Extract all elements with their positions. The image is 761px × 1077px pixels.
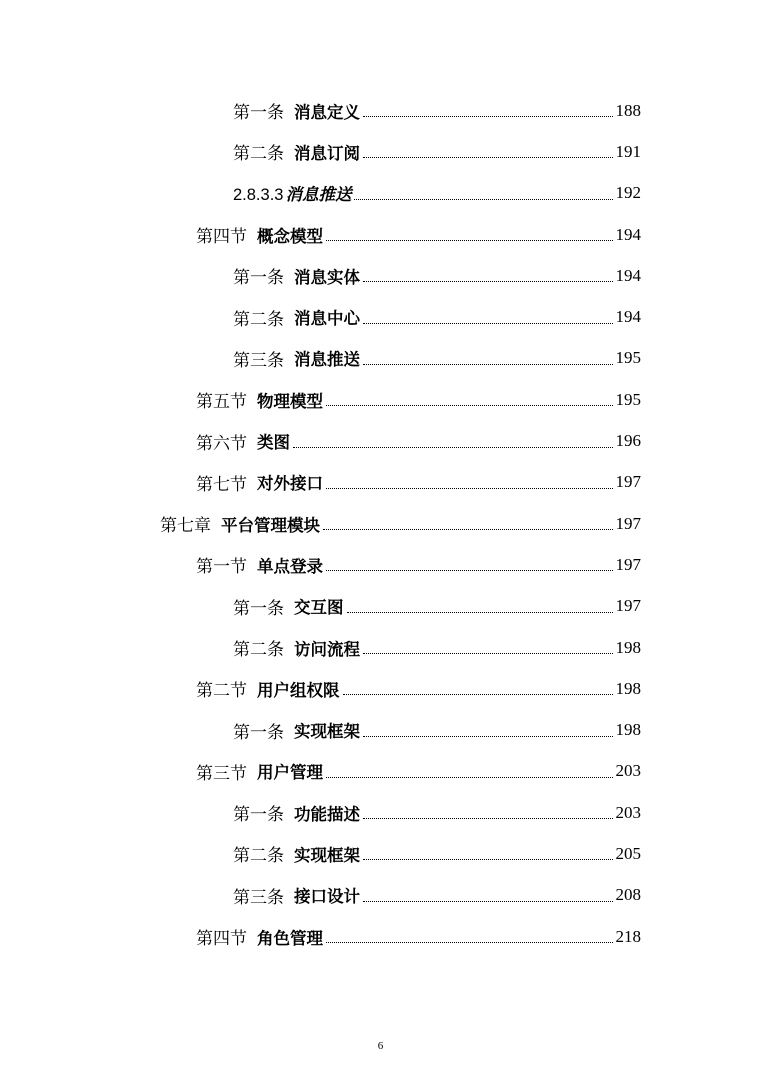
toc-entry[interactable]: [0, 709, 761, 750]
toc-entry-prefix: 第四节: [196, 929, 247, 950]
table-of-contents: [0, 90, 761, 957]
dot-leader: [363, 653, 613, 654]
toc-entry[interactable]: [0, 792, 761, 833]
toc-entry-page: 198: [615, 678, 641, 698]
toc-entry-prefix: 第四节: [196, 227, 247, 248]
dot-leader: [323, 529, 613, 530]
toc-entry[interactable]: [0, 90, 761, 131]
toc-entry[interactable]: [0, 544, 761, 585]
toc-entry-title: 单点登录: [257, 556, 323, 576]
toc-entry-prefix: 第二条: [233, 640, 284, 660]
toc-entry-page: 191: [615, 141, 641, 161]
toc-entry-prefix: 第五节: [196, 392, 247, 413]
dot-leader: [326, 488, 613, 489]
toc-entry-page: 197: [615, 513, 641, 533]
dot-leader: [363, 736, 613, 737]
dot-leader: [326, 405, 613, 406]
page-number: 6: [377, 1040, 384, 1052]
toc-entry-prefix: 第一条: [233, 805, 284, 826]
dot-leader: [326, 942, 613, 943]
toc-entry-title: 功能描述: [294, 804, 360, 824]
dot-leader: [363, 157, 613, 158]
toc-entry-title: 交互图: [294, 598, 344, 618]
toc-entry-prefix: 第一条: [233, 722, 284, 743]
toc-entry[interactable]: [0, 214, 761, 255]
toc-entry-prefix: 第二节: [196, 681, 247, 702]
toc-entry[interactable]: [0, 875, 761, 916]
toc-entry-page: 196: [615, 431, 641, 451]
toc-entry-page: 194: [615, 307, 641, 327]
toc-entry[interactable]: [0, 586, 761, 627]
toc-entry-title: 消息实体: [294, 267, 360, 287]
dot-leader: [363, 818, 613, 819]
toc-entry-title: 消息推送: [294, 350, 360, 370]
toc-entry-title: 消息定义: [294, 102, 360, 122]
dot-leader: [343, 694, 613, 695]
toc-entry-prefix: 第一节: [196, 557, 247, 578]
toc-entry[interactable]: [0, 379, 761, 420]
toc-entry-title: 平台管理模块: [221, 515, 320, 535]
toc-entry-title: 物理模型: [257, 391, 323, 411]
toc-entry-title: 用户组权限: [257, 680, 340, 700]
toc-entry-page: 208: [615, 885, 641, 905]
toc-entry-prefix: 第七章: [160, 516, 211, 537]
dot-leader: [326, 570, 613, 571]
toc-entry-page: 198: [615, 637, 641, 657]
dot-leader: [347, 612, 613, 613]
toc-entry-title: 消息订阅: [294, 143, 360, 163]
toc-entry-title: 消息中心: [294, 309, 360, 329]
dot-leader: [363, 323, 613, 324]
toc-entry-prefix: 第三节: [196, 763, 247, 784]
toc-entry[interactable]: [0, 338, 761, 379]
toc-entry-title: 用户管理: [257, 763, 323, 783]
toc-entry-page: 198: [615, 720, 641, 740]
toc-entry[interactable]: [0, 668, 761, 709]
toc-entry-prefix: 第三条: [233, 350, 284, 371]
toc-entry-page: 197: [615, 554, 641, 574]
toc-entry-title-text: 消息推送: [285, 186, 352, 205]
toc-entry-title: 实现框架: [294, 845, 360, 865]
toc-entry-prefix: 第三条: [233, 887, 284, 908]
toc-entry-number: 2.8.3.3: [233, 186, 284, 205]
toc-entry[interactable]: [0, 131, 761, 172]
toc-entry-page: 192: [615, 183, 641, 203]
toc-entry[interactable]: [0, 255, 761, 296]
toc-entry-prefix: 第二条: [233, 846, 284, 867]
toc-entry-prefix: 第一条: [233, 103, 284, 124]
toc-entry-page: 197: [615, 596, 641, 616]
toc-entry-prefix: 第二条: [233, 144, 284, 165]
toc-entry[interactable]: [0, 627, 761, 668]
toc-entry-page: 197: [615, 472, 641, 492]
toc-entry-title: 类图: [257, 433, 290, 453]
toc-entry[interactable]: [0, 751, 761, 792]
toc-entry[interactable]: [0, 916, 761, 957]
toc-entry[interactable]: [0, 173, 761, 214]
toc-entry[interactable]: [0, 503, 761, 544]
dot-leader: [363, 116, 613, 117]
toc-entry-title: 实现框架: [294, 722, 360, 742]
toc-entry-page: 218: [615, 926, 641, 946]
toc-entry-title: 对外接口: [257, 474, 323, 494]
toc-entry-prefix: 第七节: [196, 474, 247, 495]
toc-entry-title: [233, 181, 351, 205]
toc-entry-title: 接口设计: [294, 887, 360, 907]
toc-entry-prefix: 第二条: [233, 309, 284, 330]
toc-entry[interactable]: [0, 420, 761, 461]
toc-entry-page: 205: [615, 843, 641, 863]
toc-entry-page: 195: [615, 348, 641, 368]
toc-entry-prefix: 第一条: [233, 268, 284, 289]
toc-entry-page: 194: [615, 224, 641, 244]
dot-leader: [326, 777, 613, 778]
toc-entry-page: 195: [615, 389, 641, 409]
toc-entry-prefix: 第一条: [233, 598, 284, 619]
toc-entry-page: 203: [615, 761, 641, 781]
dot-leader: [354, 199, 612, 200]
dot-leader: [363, 364, 613, 365]
toc-entry-prefix: 第六节: [196, 433, 247, 454]
toc-entry-page: 194: [615, 265, 641, 285]
toc-entry[interactable]: [0, 833, 761, 874]
toc-entry-page: 203: [615, 802, 641, 822]
toc-entry-title: 概念模型: [257, 226, 323, 246]
dot-leader: [363, 281, 613, 282]
dot-leader: [363, 859, 613, 860]
toc-entry[interactable]: [0, 462, 761, 503]
toc-entry-title: 角色管理: [257, 928, 323, 948]
toc-entry-page: 188: [615, 100, 641, 120]
toc-entry[interactable]: [0, 296, 761, 337]
dot-leader: [363, 901, 613, 902]
toc-entry-title: 访问流程: [294, 639, 360, 659]
dot-leader: [326, 240, 613, 241]
dot-leader: [293, 447, 613, 448]
